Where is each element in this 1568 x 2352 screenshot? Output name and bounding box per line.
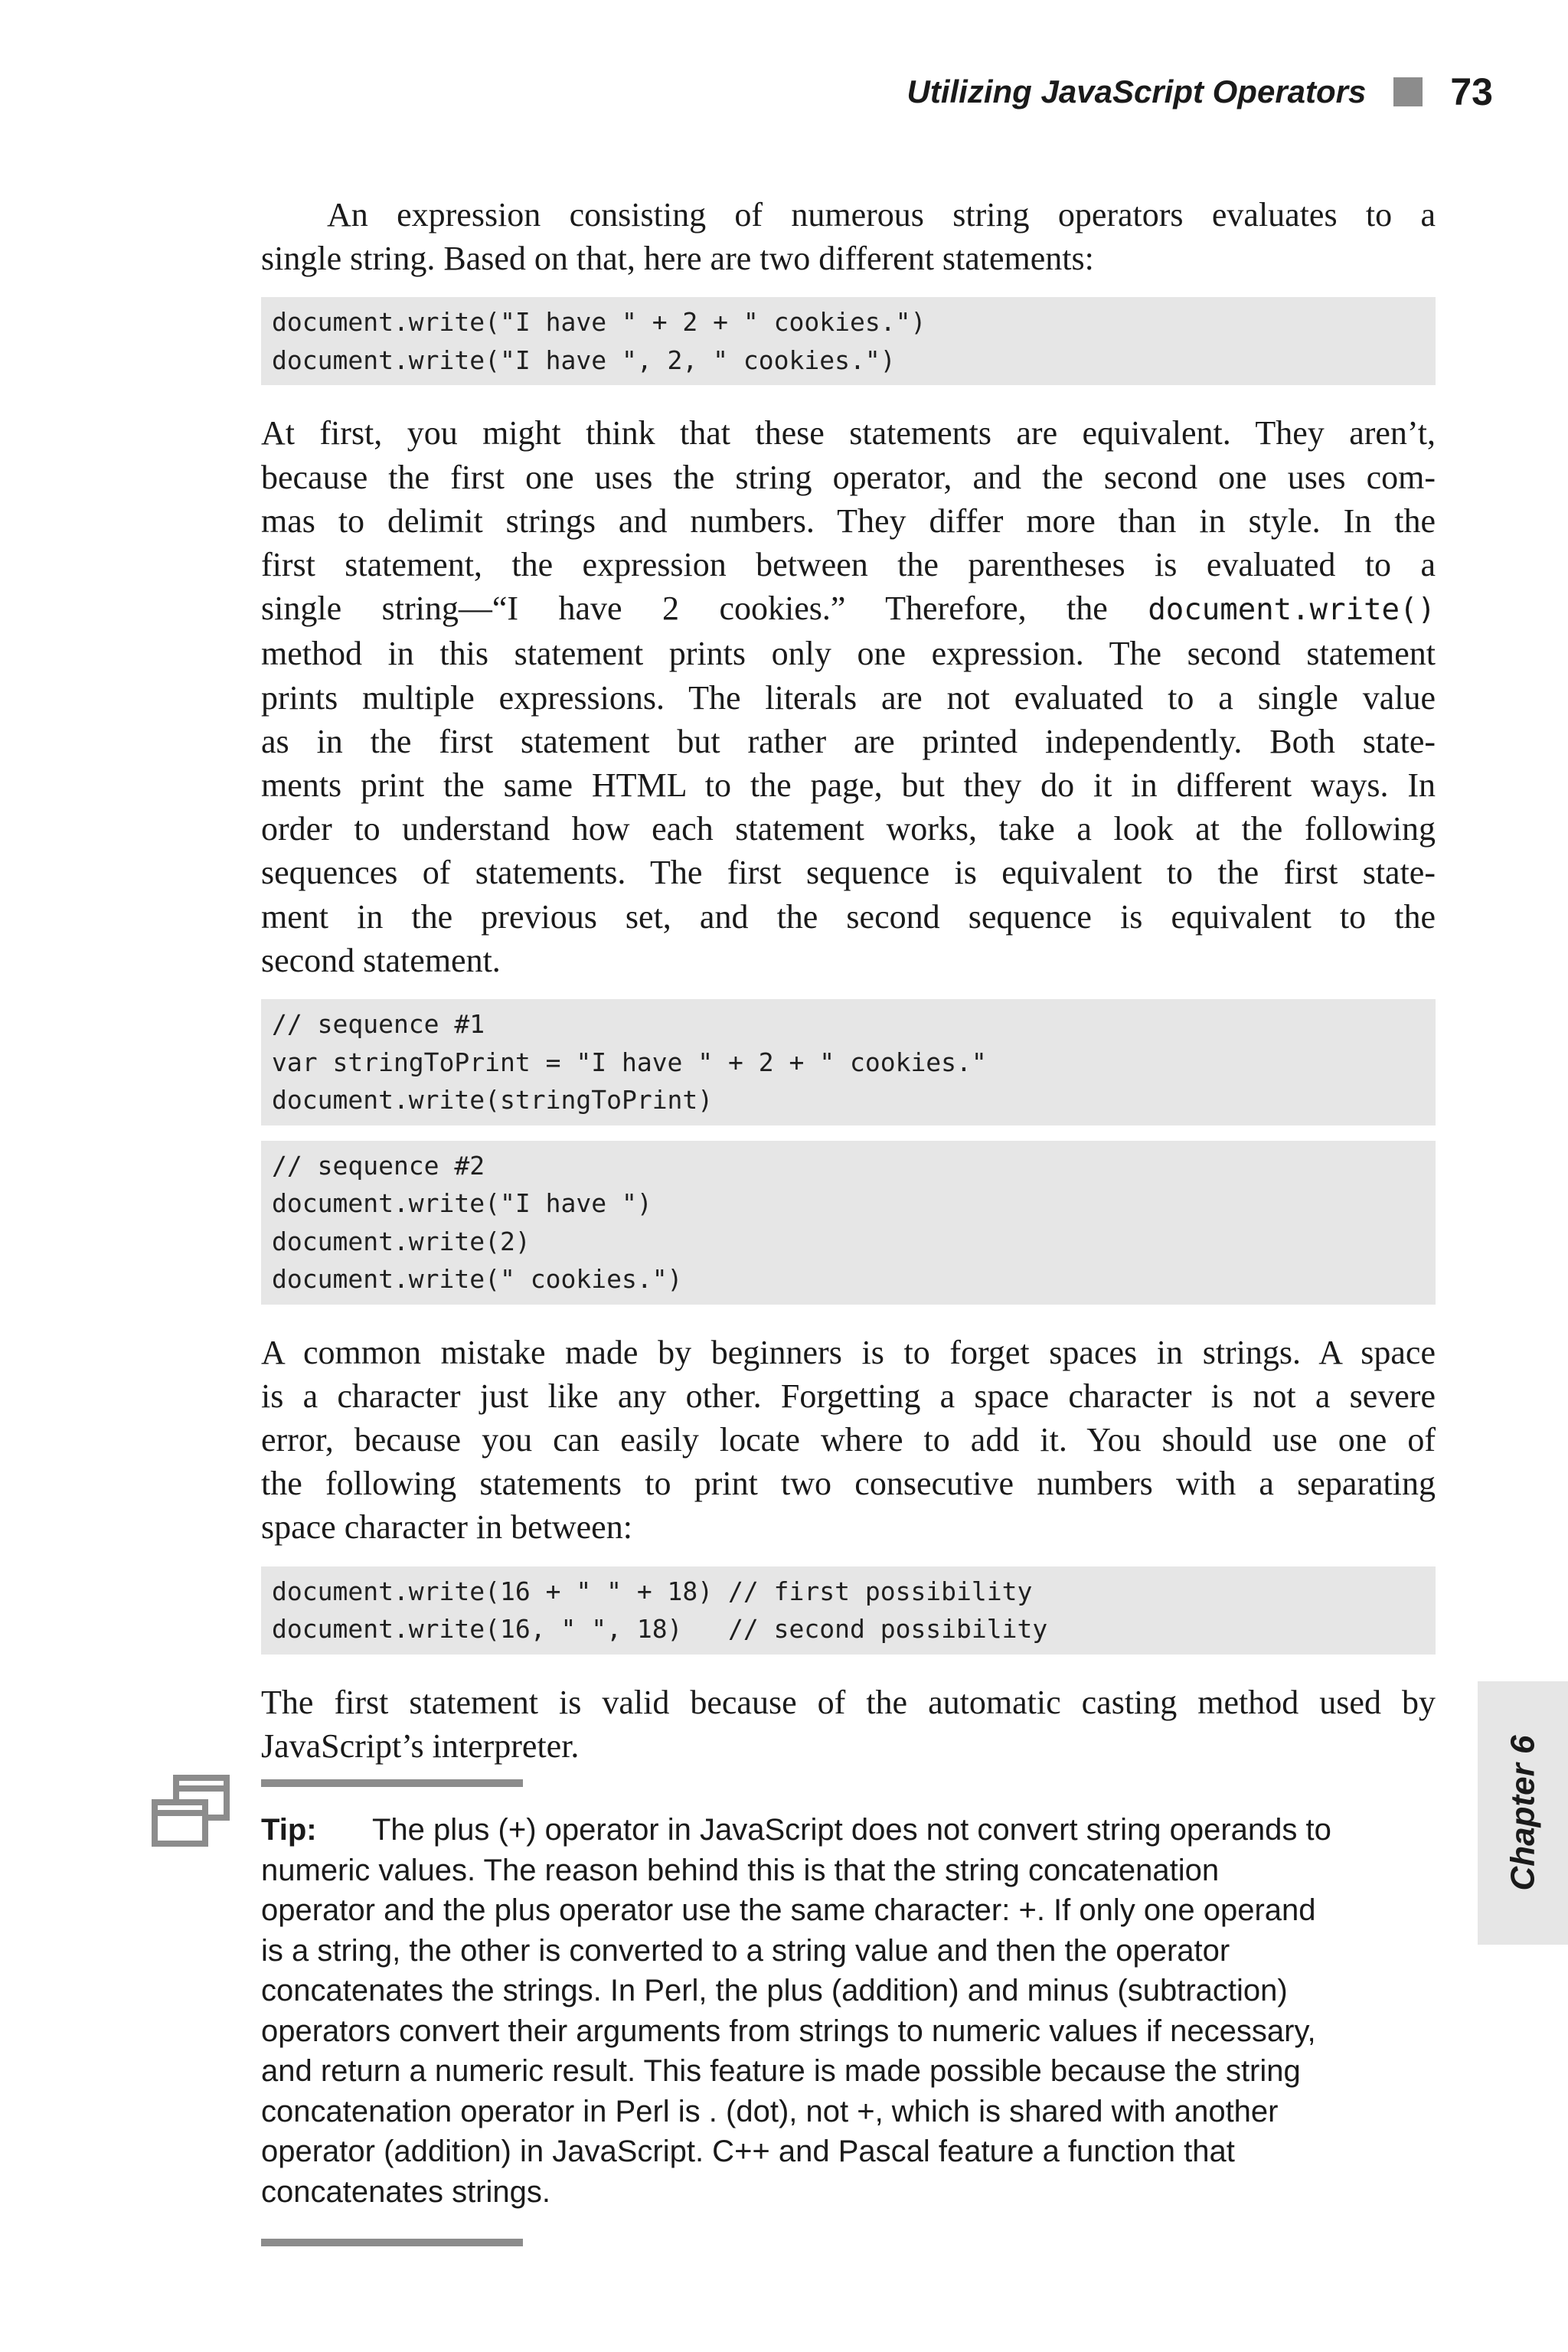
tip-line: concatenates the strings. In Perl, the plus (addition) and minus (subtraction)	[261, 1974, 1288, 2007]
code-line: var stringToPrint = "I have " + 2 + " cookies."	[272, 1047, 987, 1077]
paragraph-line: The first statement is valid because of the automatic casting method used by	[261, 1683, 1436, 1721]
code-line: document.write("I have ")	[272, 1188, 652, 1219]
tip-line: numeric values. The reason behind this is that the string concatenation	[261, 1853, 1220, 1887]
paragraph-line: single string. Based on that, here are two different statements:	[261, 240, 1094, 278]
paragraph-line: ments print the same HTML to the page, but they do it in different ways. In	[261, 766, 1436, 805]
paragraph-conclusion	[261, 1681, 1436, 1768]
code-line: // sequence #2	[272, 1150, 485, 1181]
paragraph-line: An expression consisting of numerous string operators evaluates to a	[327, 196, 1436, 234]
tip-line: operator (addition) in JavaScript. C++ and Pascal feature a function that	[261, 2135, 1235, 2168]
header-title: Utilizing JavaScript Operators	[906, 74, 1367, 109]
tip-line: operators convert their arguments from strings to numeric values if necessary,	[261, 2014, 1316, 2048]
chapter-tab	[1478, 1681, 1568, 1945]
inline-code: document.write()	[1148, 593, 1436, 628]
code-block-statements	[261, 297, 1436, 385]
tip-line: and return a numeric result. This feature is made possible because the string	[261, 2054, 1301, 2088]
paragraph-line	[261, 586, 1436, 632]
chapter-tab-label: Chapter 6	[1504, 1735, 1542, 1891]
tip-line: concatenates strings.	[261, 2174, 550, 2209]
paragraph-line: method in this statement prints only one expression. The second statement	[261, 635, 1436, 673]
tip-top-rule	[261, 1779, 523, 1787]
running-header	[907, 69, 1493, 115]
code-line: document.write(stringToPrint)	[272, 1085, 714, 1116]
paragraph-line: A common mistake made by beginners is to forget spaces in strings. A space	[261, 1333, 1436, 1371]
code-line: document.write(2)	[272, 1226, 531, 1256]
paragraph-intro	[261, 193, 1436, 280]
paragraph-line: the following statements to print two consecutive numbers with a separating	[261, 1465, 1436, 1503]
tip-label: Tip:	[261, 1813, 317, 1847]
paragraph-line: order to understand how each statement works, take a look at the following	[261, 810, 1436, 848]
paragraph-line: At first, you might think that these statements are equivalent. They aren’t,	[261, 414, 1436, 452]
tip-line	[261, 1810, 1436, 1851]
code-line: document.write("I have ", 2, " cookies.")	[272, 345, 896, 375]
paragraph-line: ment in the previous set, and the second sequence is equivalent to the	[261, 897, 1436, 936]
paragraph-line: first statement, the expression between the parentheses is evaluated to a	[261, 546, 1436, 584]
paragraph-line: second statement.	[261, 941, 501, 979]
main-content	[261, 193, 1436, 1768]
code-line: // sequence #1	[272, 1009, 485, 1040]
code-line: document.write(16, " ", 18) // second possibility	[272, 1614, 1048, 1645]
tip-bottom-rule	[261, 2239, 523, 2246]
header-square-marker	[1393, 77, 1423, 106]
code-block-possibilities	[261, 1566, 1436, 1655]
paragraph-line: mas to delimit strings and numbers. They differ more than in style. In the	[261, 501, 1436, 540]
tip-line-text: The plus (+) operator in JavaScript does not convert string operands to	[372, 1813, 1331, 1847]
tip-line: operator and the plus operator use the same character: +. If only one operand	[261, 1893, 1316, 1927]
paragraph-line: error, because you can easily locate where to add it. You should use one of	[261, 1420, 1436, 1459]
tip-line: concatenation operator in Perl is . (dot), not +, which is shared with another	[261, 2094, 1279, 2128]
paragraph-line: is a character just like any other. Forgetting a space character is not a severe	[261, 1377, 1436, 1415]
tip-box	[261, 1810, 1436, 2212]
paragraph-line: as in the first statement but rather are printed independently. Both state-	[261, 722, 1436, 760]
paragraph-explanation	[261, 411, 1436, 982]
paragraph-line: prints multiple expressions. The literals are not evaluated to a single value	[261, 678, 1436, 717]
paragraph-line-text: single string—“I have 2 cookies.” Therefore, the	[261, 590, 1148, 628]
paragraph-line: JavaScript’s interpreter.	[261, 1726, 580, 1765]
code-line: document.write(" cookies.")	[272, 1264, 683, 1295]
code-block-sequence-2	[261, 1141, 1436, 1305]
paragraph-line: sequences of statements. The first sequence is equivalent to the first state-	[261, 854, 1436, 892]
code-line: document.write(16 + " " + 18) // first possibility	[272, 1576, 1033, 1606]
paragraph-line: space character in between:	[261, 1508, 632, 1547]
code-line: document.write("I have " + 2 + " cookies.")	[272, 307, 926, 338]
page-number: 73	[1450, 70, 1493, 113]
tip-windows-icon	[150, 1775, 231, 1848]
paragraph-line: because the first one uses the string operator, and the second one uses com-	[261, 458, 1436, 496]
paragraph-spaces	[261, 1331, 1436, 1550]
tip-line: is a string, the other is converted to a string value and then the operator	[261, 1933, 1230, 1968]
code-block-sequence-1	[261, 999, 1436, 1125]
